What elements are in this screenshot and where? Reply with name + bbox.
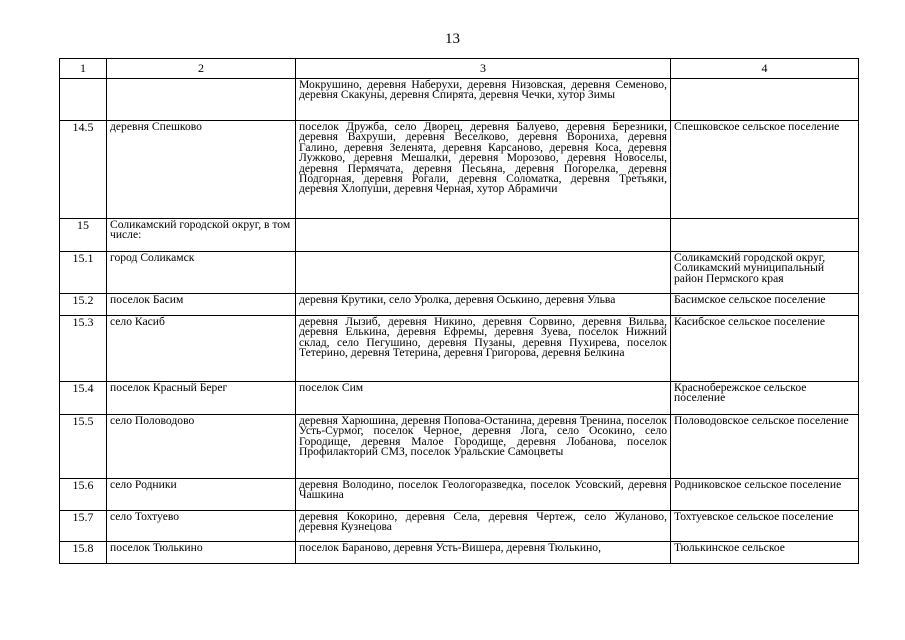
column-header: 2: [107, 59, 296, 79]
table-row: [60, 121, 859, 219]
municipality-name: Краснобережское сельское поселение: [671, 382, 859, 415]
municipality-name: Тюлькинское сельское: [671, 542, 859, 564]
municipality-name: Тохтуевское сельское поселение: [671, 511, 859, 542]
municipality-name: Родниковское сельское поселение: [671, 479, 859, 511]
column-header: 4: [671, 59, 859, 79]
row-number: 15.8: [60, 542, 107, 564]
settlements-list: деревня Кокорино, деревня Села, деревня Чертеж, село Жуланово, деревня Кузнецова: [296, 511, 671, 542]
table-row: [60, 252, 859, 294]
row-number: 15: [60, 219, 107, 252]
row-number: 15.3: [60, 316, 107, 382]
row-number: 15.6: [60, 479, 107, 511]
settlement-center: [107, 79, 296, 121]
settlements-list: деревня Крутики, село Уролка, деревня Оськино, деревня Ульва: [296, 294, 671, 316]
settlement-center: село Касиб: [107, 316, 296, 382]
column-header: 1: [60, 59, 107, 79]
settlement-center: деревня Спешково: [107, 121, 296, 219]
row-number: 14.5: [60, 121, 107, 219]
settlements-table: [59, 58, 859, 564]
table-row: [60, 219, 859, 252]
municipality-name: [671, 219, 859, 252]
settlements-list: деревня Лызиб, деревня Никино, деревня Сорвино, деревня Вильва, деревня Елькина, деревня Ефремы, деревня Зуева, поселок Нижний склад, село Пегушино, деревня Пузаны, деревня Пухирева, поселок Тетерино, деревня Тетерина, деревня Григорова, деревня Белкина: [296, 316, 671, 382]
row-number: 15.5: [60, 415, 107, 479]
table-row: [60, 316, 859, 382]
settlement-center: Соликамский городской округ, в том числе:: [107, 219, 296, 252]
row-number: [60, 79, 107, 121]
municipality-name: Половодовское сельское поселение: [671, 415, 859, 479]
table-row: [60, 415, 859, 479]
municipality-name: [671, 79, 859, 121]
municipality-name: Касибское сельское поселение: [671, 316, 859, 382]
settlements-list: [296, 252, 671, 294]
table-row: [60, 511, 859, 542]
settlements-list: деревня Харюшина, деревня Попова-Останина, деревня Тренина, поселок Усть-Сурмог, поселок Черное, деревня Лога, село Осокино, село Городище, деревня Малое Городище, деревня Лобанова, поселок Профилакторий СМЗ, поселок Уральские Самоцветы: [296, 415, 671, 479]
settlement-center: поселок Тюлькино: [107, 542, 296, 564]
row-number: 15.4: [60, 382, 107, 415]
municipality-name: Спешковское сельское поселение: [671, 121, 859, 219]
table-row: [60, 542, 859, 564]
settlements-list: деревня Володино, поселок Геологоразведка, поселок Усовский, деревня Чашкина: [296, 479, 671, 511]
municipality-name: Соликамский городской округ, Соликамский муниципальный район Пермского края: [671, 252, 859, 294]
settlement-center: город Соликамск: [107, 252, 296, 294]
table-row: [60, 479, 859, 511]
row-number: 15.1: [60, 252, 107, 294]
table-header-row: [60, 59, 859, 79]
settlements-list: поселок Бараново, деревня Усть-Вишера, деревня Тюлькино,: [296, 542, 671, 564]
settlement-center: село Тохтуево: [107, 511, 296, 542]
settlements-list: [296, 219, 671, 252]
settlements-list: поселок Дружба, село Дворец, деревня Балуево, деревня Березники, деревня Вахруши, деревня Веселково, деревня Ворониха, деревня Галино, деревня Зеленята, деревня Карсаново, деревня Коса, деревня Лужково, деревня Мешалки, деревня Морозово, деревня Новоселы, деревня Пермячата, деревня Песьяна, деревня Погорелка, деревня Подгорная, деревня Рогали, деревня Соломатка, деревня Третьяки, деревня Хлопуши, деревня Черная, хутор Абрамичи: [296, 121, 671, 219]
settlements-list: Мокрушино, деревня Наберухи, деревня Низовская, деревня Семеново, деревня Скакуны, деревня Спирята, деревня Чечки, хутор Зимы: [296, 79, 671, 121]
page-number: 13: [445, 31, 460, 47]
table-row: [60, 294, 859, 316]
settlement-center: село Родники: [107, 479, 296, 511]
settlement-center: поселок Красный Берег: [107, 382, 296, 415]
settlement-center: село Половодово: [107, 415, 296, 479]
settlements-list: поселок Сим: [296, 382, 671, 415]
column-header: 3: [296, 59, 671, 79]
row-number: 15.7: [60, 511, 107, 542]
table-row: [60, 79, 859, 121]
table-row: [60, 382, 859, 415]
settlement-center: поселок Басим: [107, 294, 296, 316]
municipality-name: Басимское сельское поселение: [671, 294, 859, 316]
row-number: 15.2: [60, 294, 107, 316]
